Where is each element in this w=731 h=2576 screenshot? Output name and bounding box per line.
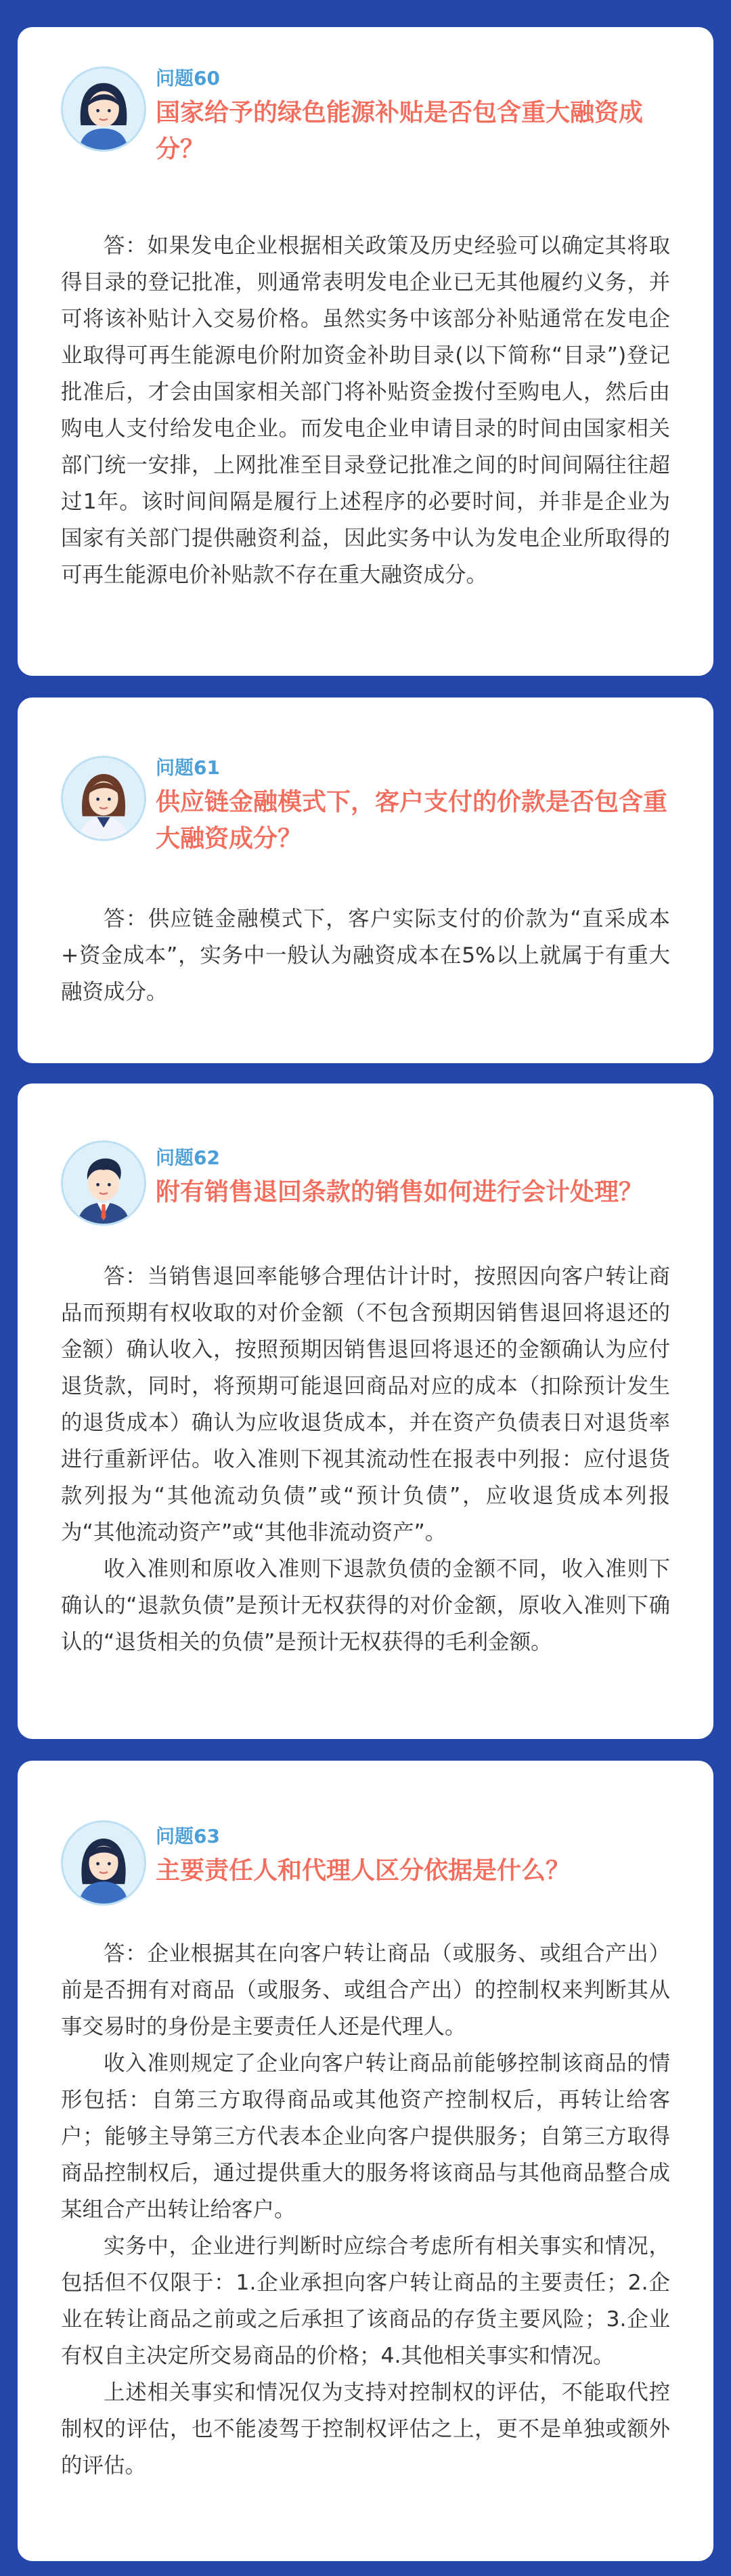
question-title: 供应链金融模式下，客户支付的价款是否包含重大融资成分？ xyxy=(156,788,668,853)
male-avatar-icon xyxy=(61,1140,146,1226)
female-avatar-icon xyxy=(61,1820,146,1906)
answer-paragraph: 答：供应链金融模式下，客户实际支付的价款为“直采成本+资金成本”，实务中一般认为融资成本在5%以上就属于有重大融资成分。 xyxy=(61,907,670,1004)
answer-paragraph: 实务中，企业进行判断时应综合考虑所有相关事实和情况，包括但不仅限于：1.企业承担向客户转让商品的主要责任；2.企业在转让商品之前或之后承担了该商品的存货主要风险；3.企业有权自主决定所交易商品的价格；4.其他相关事实和情况。 xyxy=(61,2234,670,2368)
qa-card-60 xyxy=(18,27,713,676)
answer-body xyxy=(61,1935,670,2484)
answer-paragraph: 上述相关事实和情况仅为支持对控制权的评估，不能取代控制权的评估，也不能凌驾于控制权评估之上，更不是单独或额外的评估。 xyxy=(61,2380,670,2478)
answer-body xyxy=(61,228,670,593)
answer-paragraph: 收入准则规定了企业向客户转让商品前能够控制该商品的情形包括：自第三方取得商品或其他资产控制权后，再转让给客户；能够主导第三方代表本企业向客户提供服务；自第三方取得商品控制权后，通过提供重大的服务将该商品与其他商品整合成某组合产出转让给客户。 xyxy=(61,2051,670,2222)
answer-paragraph: 答：当销售退回率能够合理估计计时，按照因向客户转让商品而预期有权收取的对价金额（不包含预期因销售退回将退还的金额）确认收入，按照预期因销售退回将退还的金额确认为应付退货款，同时，将预期可能退回商品对应的成本（扣除预计发生的退货成本）确认为应收退货成本，并在资产负债表日对退货率进行重新评估。收入准则下视其流动性在报表中列报：应付退货款列报为“其他流动负债”或“预计负债”，应收退货成本列报为“其他流动资产”或“其他非流动资产”。 xyxy=(61,1264,670,1545)
question-title: 国家给予的绿色能源补贴是否包含重大融资成分？ xyxy=(156,99,644,163)
question-title: 附有销售退回条款的销售如何进行会计处理？ xyxy=(156,1178,644,1206)
question-number: 问题60 xyxy=(156,67,220,89)
female-avatar-icon xyxy=(61,66,146,152)
answer-paragraph: 收入准则和原收入准则下退款负债的金额不同，收入准则下确认的“退款负债”是预计无权获得的对价金额，原收入准则下确认的“退货相关的负债”是预计无权获得的毛利金额。 xyxy=(61,1557,670,1654)
question-number: 问题63 xyxy=(156,1825,220,1847)
qa-card-62 xyxy=(18,1083,713,1739)
question-number: 问题61 xyxy=(156,756,220,779)
qa-card-61 xyxy=(18,697,713,1063)
answer-paragraph: 答：企业根据其在向客户转让商品（或服务、或组合产出）前是否拥有对商品（或服务、或组合产出）的控制权来判断其从事交易时的身份是主要责任人还是代理人。 xyxy=(61,1941,670,2039)
question-number: 问题62 xyxy=(156,1146,220,1169)
answer-paragraph: 答：如果发电企业根据相关政策及历史经验可以确定其将取得目录的登记批准，则通常表明发电企业已无其他履约义务，并可将该补贴计入交易价格。虽然实务中该部分补贴通常在发电企业取得可再生能源电价附加资金补助目录(以下简称“目录”)登记批准后，才会由国家相关部门将补贴资金拨付至购电人，然后由购电人支付给发电企业。而发电企业申请目录的时间由国家相关部门统一安排，上网批准至目录登记批准之间的时间间隔往往超过1年。该时间间隔是履行上述程序的必要时间，并非是企业为国家有关部门提供融资利益，因此实务中认为发电企业所取得的可再生能源电价补贴款不存在重大融资成分。 xyxy=(61,234,670,587)
answer-body xyxy=(61,1258,670,1660)
qa-card-63 xyxy=(18,1761,713,2561)
question-title: 主要责任人和代理人区分依据是什么？ xyxy=(156,1857,571,1885)
female-avatar-icon xyxy=(61,756,146,841)
answer-body xyxy=(61,901,670,1010)
